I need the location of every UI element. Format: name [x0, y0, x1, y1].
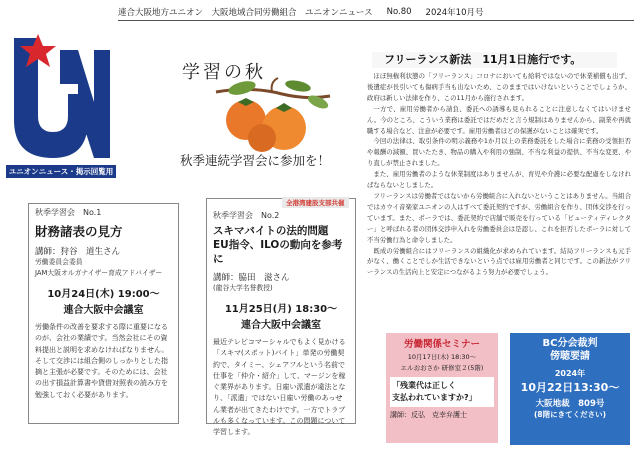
logo-caption: ユニオンニュース・掲示回覧用 — [6, 165, 116, 178]
lecture-1-date: 10月24日(木) 19:00～ — [47, 289, 160, 300]
lecture-2-lecturer: 講師：脇田 滋さん — [213, 273, 290, 283]
study-subtitle: 秋季連続学習会に参加を！ — [180, 153, 331, 168]
lecture-2-caption: 秋季学習会 No.2 — [213, 211, 280, 220]
lecture-2-box — [206, 198, 356, 437]
persimmon-illustration — [212, 72, 332, 154]
lecture-1-lecturer: 講師：狩谷 道生さん — [35, 247, 121, 257]
seminar-place: エルおおさか 研修室２(5階) — [400, 364, 484, 372]
seminar-date: 10月17日(木) 18:30～ — [407, 353, 477, 361]
lecture-2-body: 最近テレビコマーシャルでもよく見かける「スキマ(スポット)バイト」単発の労働契約で、タイミー、シェアフルという名前で仕事を「仲介・紹介」して、マージンを稼ぐ業界があります。日雇い派遣が違法となり、「派遣」ではない日雇い労働のあっせん業者が出てきたわけです。一方でトラブルも多くなっています。この問題について学習します。 — [213, 338, 346, 437]
lecture-1-title: 財務諸表の見方 — [35, 224, 123, 239]
lecture-1-affiliation: 労働委員会委員 — [35, 258, 83, 266]
organization-name: 連合大阪地方ユニオン 大阪地域合同労働組合 ユニオンニュース — [118, 8, 373, 18]
study-title: 学習の秋 — [182, 62, 266, 83]
un-logo-icon — [8, 24, 114, 174]
freelance-headline: フリーランス新法 11月1日施行です。 — [372, 52, 617, 68]
article-paragraph: 今回の法律は、取引条件の明示義務や1か月以上の業務委託をした場合に業務の受領拒否や報酬の減額、買いたたき、物品の購入や利用の強制、不当な利益の提供、不当な変更、やり直しが禁止されました。 — [367, 137, 631, 168]
bc-trial-note: (8階にきてください) — [533, 410, 607, 419]
article-paragraph: フリーランスは労働者ではないから労働組合に入れないということはありません。当組合ではカウイ音楽家ユニオンの人はすべて委託契約ですが、労働組合を作り、団体交渉を行っています。また、ポーラでは、委託契約で店舗で販売を行っている「ビューティディレクター」と呼ばれる者の団体交渉申入れを労働委員会は是認し、これを拒否したポーラに対して不当労働行為と命令しました。 — [367, 191, 631, 244]
bc-trial-box — [510, 333, 630, 445]
bc-trial-title: BC分会裁判 傍聴要請 — [542, 338, 598, 362]
lecture-2-place: 連合大阪中会議室 — [241, 320, 321, 331]
bc-trial-date: 10月22日13:30～ — [520, 381, 620, 394]
seminar-lecturer: 講師：反弘 克幸弁護士 — [390, 411, 467, 419]
lecture-1-body: 労働条件の改善を要求する際に重要になるのが、会社の業績です。当然会社にその資料提出と説明を求めなければなりません。そして交渉には組合側のしっかりとした指摘と主張が必要です。そのためには、会社の出す損益計算書や貸借対照表の読み方を勉強しておく必要があります。 — [35, 323, 169, 399]
freelance-article — [367, 71, 631, 299]
article-paragraph: ほぼ無権利状態の「フリーランス」コロナにおいても給料ではないので休業補償も出ず、後遺症が長引いても傷病手当も出ないため、このままではいけないということでしょうか、政府は新しい法律を作り、この11月から施行されます。 — [367, 72, 631, 102]
article-paragraph: 一方で、雇用労働者から請負、委託への誘導も見られることに注意しなくてはいけません。今のところ、こういう業務は委託ではだめだと言う規制はありませんから、副業や再就職する場合など、注意が必要です。雇用労働者ほどの保護がないことは確実です。 — [367, 104, 631, 135]
union-logo — [8, 24, 114, 174]
masthead-line — [118, 5, 634, 19]
seminar-topic: 「残業代は正しく 支払われていますか?」 — [392, 381, 477, 402]
article-paragraph: また、雇用労働者のような休業制度はありませんが、育児や介護に必要な配慮をしなければならないとしました。 — [367, 170, 631, 190]
lecture-1-caption: 秋季学習会 No.1 — [35, 208, 102, 217]
issue-number: No.80 — [386, 7, 412, 17]
lecture-2-date: 11月25日(月) 18:30～ — [224, 304, 338, 315]
lecture-1-box — [28, 203, 179, 424]
masthead-rule — [118, 20, 634, 21]
article-paragraph: 既成の労働組合にはフリーランスの組織化が求められています。結局フリーランスも元手がなく、働くことでしか生活できないという点では雇用労働者と同じです。この新法がフリーランスの生活向上と安定につながるよう努力が必要でしょう。 — [367, 246, 631, 277]
bc-trial-year: 2024年 — [554, 369, 586, 378]
lecture-1-place: 連合大阪中会議室 — [63, 305, 144, 316]
lecture-2-affiliation: (龍谷大学名誉教授) — [213, 284, 273, 292]
bc-trial-place: 大阪地裁 809号 — [535, 399, 605, 409]
co-host-tag: 全港湾建設支部共催 — [282, 197, 349, 208]
lecture-1-affiliation-2: JAM大阪オルガナイザー育成アドバイザー — [35, 269, 163, 277]
seminar-title: 労働関係セミナー — [403, 339, 480, 350]
seminar-topic-box — [390, 377, 494, 407]
persimmon-icon — [212, 72, 332, 154]
lecture-2-title: スキマバイトの法的問題 EU指令、ILOの動向を参考に — [213, 225, 343, 265]
seminar-box — [386, 333, 498, 443]
issue-date: 2024年10月号 — [425, 8, 484, 18]
